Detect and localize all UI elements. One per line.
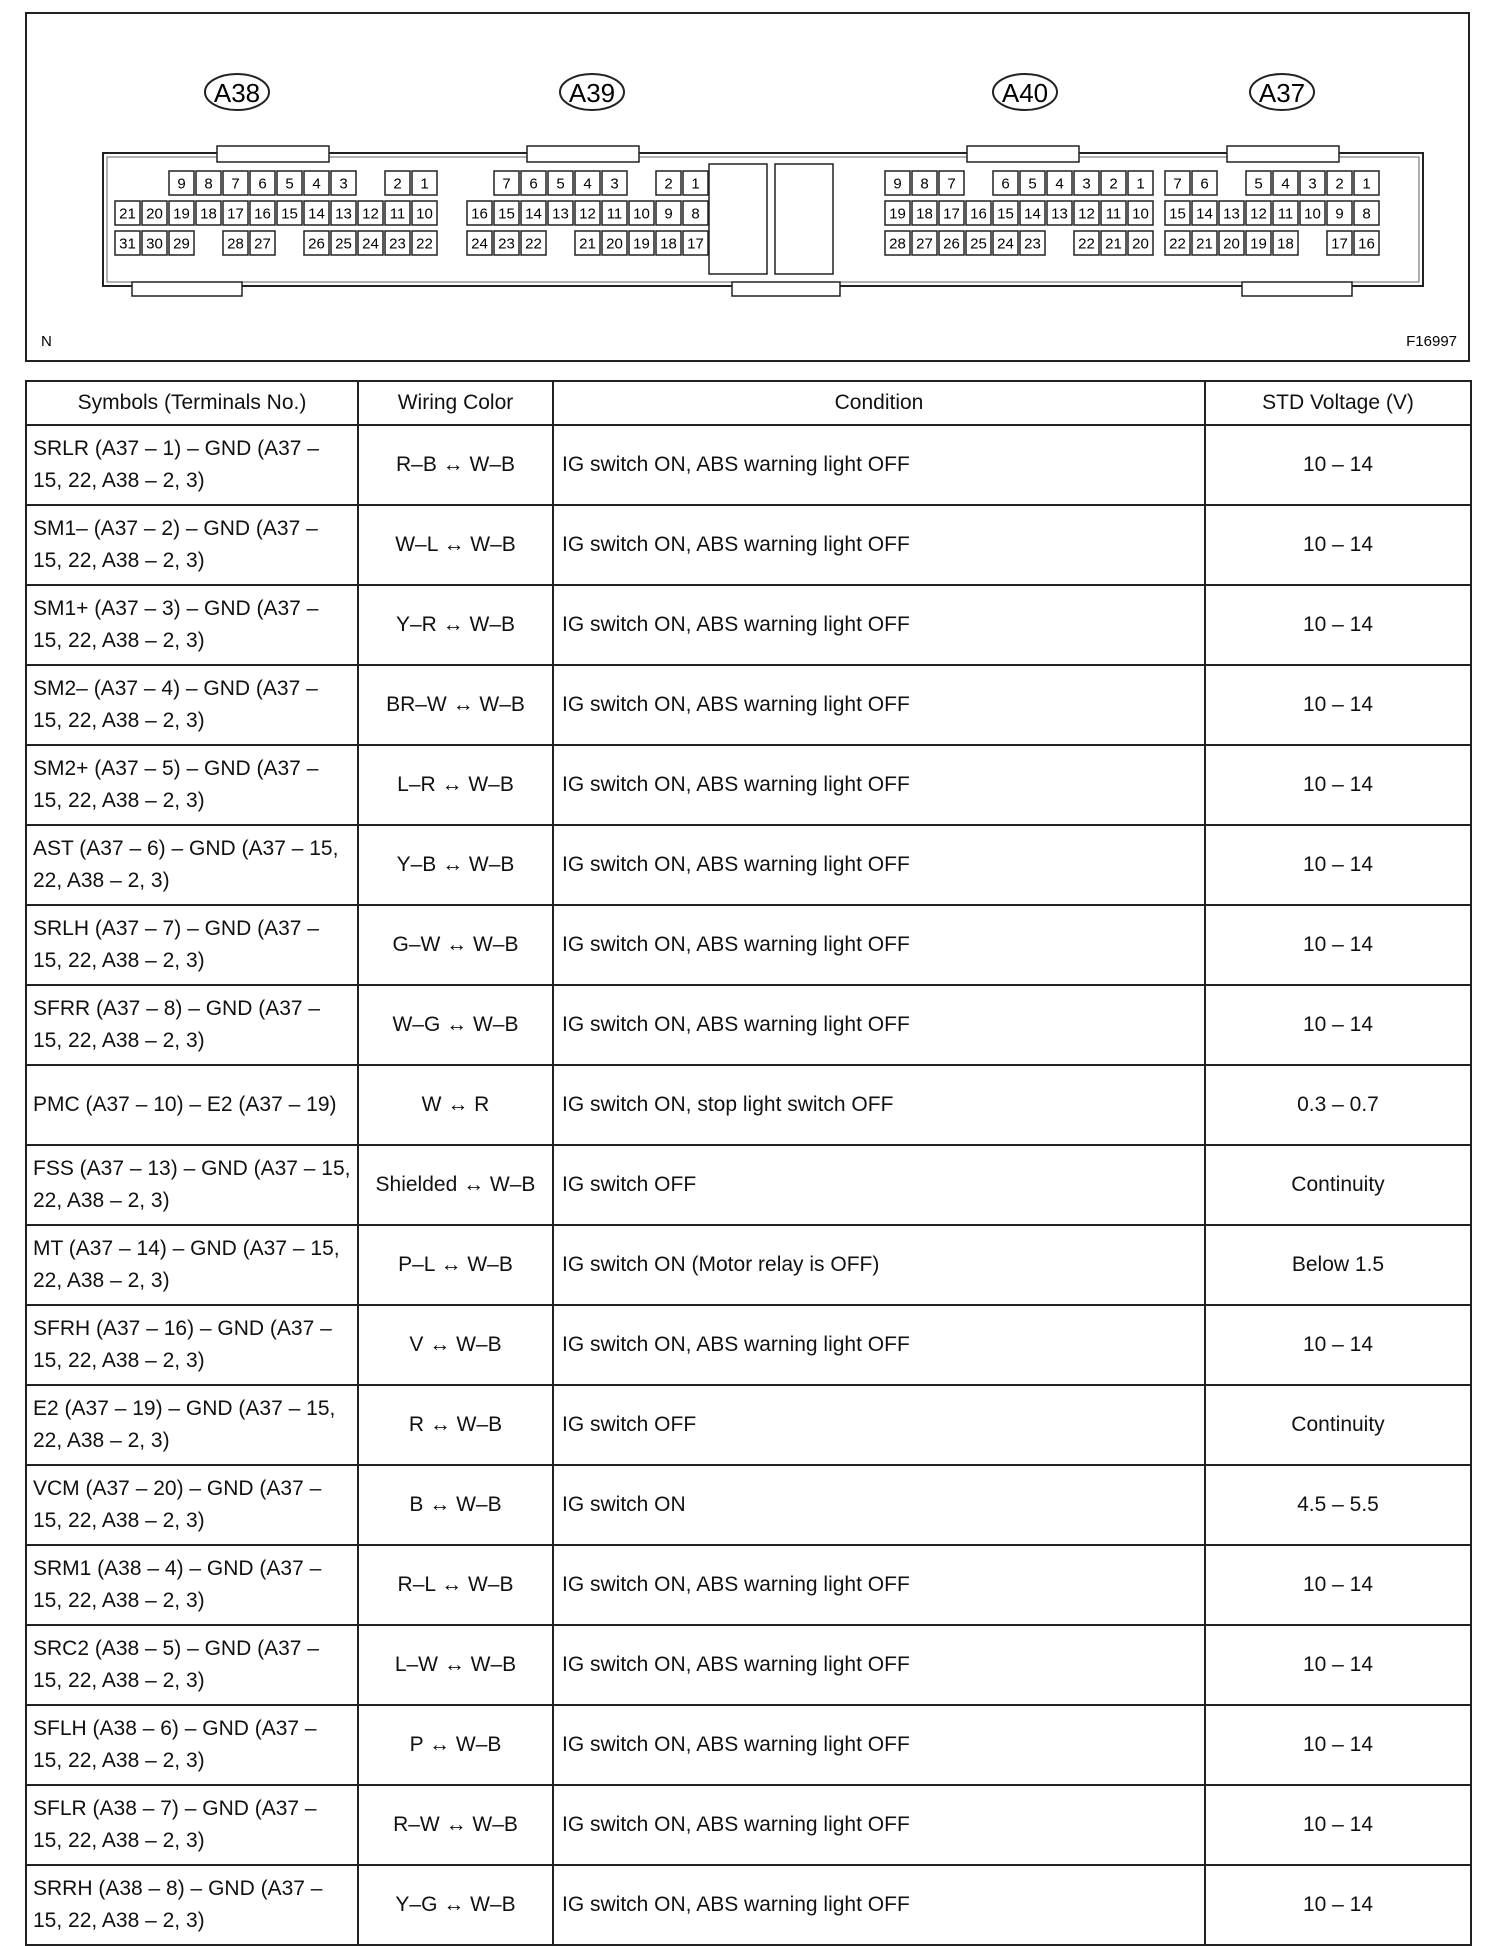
pin-number: 22	[1169, 235, 1186, 253]
empty-pin-slot	[277, 231, 302, 255]
table-row	[26, 745, 1471, 825]
cell-symbol: SFRH (A37 – 16) – GND (A37 – 15, 22, A38 – 2, 3)	[26, 1305, 358, 1385]
pin-number: 10	[1304, 205, 1321, 223]
connector-label-text: A39	[568, 78, 616, 108]
pin-number: 7	[502, 175, 511, 193]
table-row	[26, 825, 1471, 905]
pin-number: 21	[1196, 235, 1213, 253]
latch-center-bottom	[732, 282, 840, 296]
cell-wiring-color: Shielded ↔ W–B	[358, 1145, 553, 1225]
table-row	[26, 1625, 1471, 1705]
labels-layer	[205, 74, 1314, 110]
pin-number: 18	[660, 235, 677, 253]
pin-number: 9	[893, 175, 902, 193]
latch-a38-top	[217, 146, 329, 162]
cell-std-voltage: 10 – 14	[1205, 585, 1471, 665]
cell-std-voltage: 4.5 – 5.5	[1205, 1465, 1471, 1545]
pin-number: 24	[362, 235, 379, 253]
pin-number: 13	[1223, 205, 1240, 223]
cell-wiring-color: L–R ↔ W–B	[358, 745, 553, 825]
pin-number: 27	[916, 235, 933, 253]
pin-number: 17	[227, 205, 244, 223]
pin-number: 11	[389, 205, 406, 223]
table-row	[26, 905, 1471, 985]
cell-condition: IG switch ON, ABS warning light OFF	[553, 1305, 1205, 1385]
terminal-table	[25, 380, 1472, 1946]
cell-symbol: E2 (A37 – 19) – GND (A37 – 15, 22, A38 – 2, 3)	[26, 1385, 358, 1465]
pin-number: 26	[308, 235, 325, 253]
cell-std-voltage: 10 – 14	[1205, 505, 1471, 585]
cell-symbol: MT (A37 – 14) – GND (A37 – 15, 22, A38 – 2, 3)	[26, 1225, 358, 1305]
pin-number: 16	[471, 205, 488, 223]
table-row	[26, 1865, 1471, 1945]
pin-number: 21	[119, 205, 136, 223]
figure-code: F16997	[1406, 333, 1457, 350]
pin-number: 6	[1200, 175, 1209, 193]
cell-condition: IG switch ON, ABS warning light OFF	[553, 425, 1205, 505]
pin-number: 14	[308, 205, 325, 223]
pin-number: 13	[552, 205, 569, 223]
cell-std-voltage: 10 – 14	[1205, 1545, 1471, 1625]
table-row	[26, 1305, 1471, 1385]
latch-a37-top	[1227, 146, 1339, 162]
pin-number: 16	[254, 205, 271, 223]
pin-number: 2	[664, 175, 673, 193]
cell-condition: IG switch ON, ABS warning light OFF	[553, 1865, 1205, 1945]
pin-number: 20	[606, 235, 623, 253]
pin-number: 4	[583, 175, 592, 193]
cell-std-voltage: 10 – 14	[1205, 425, 1471, 505]
pin-number: 11	[1105, 205, 1122, 223]
header-wiring-color: Wiring Color	[358, 381, 553, 425]
pin-number: 6	[529, 175, 538, 193]
cell-condition: IG switch ON, stop light switch OFF	[553, 1065, 1205, 1145]
empty-pin-slot	[1047, 231, 1072, 255]
cell-std-voltage: 0.3 – 0.7	[1205, 1065, 1471, 1145]
cell-wiring-color: R–W ↔ W–B	[358, 1785, 553, 1865]
cell-std-voltage: 10 – 14	[1205, 905, 1471, 985]
pin-number: 14	[1024, 205, 1041, 223]
cell-symbol: SFRR (A37 – 8) – GND (A37 – 15, 22, A38 – 2, 3)	[26, 985, 358, 1065]
cell-condition: IG switch ON, ABS warning light OFF	[553, 665, 1205, 745]
pin-number: 7	[231, 175, 240, 193]
cell-symbol: SRLH (A37 – 7) – GND (A37 – 15, 22, A38 – 2, 3)	[26, 905, 358, 985]
table-header-row	[26, 381, 1471, 425]
pin-number: 6	[258, 175, 267, 193]
pin-number: 7	[1173, 175, 1182, 193]
cell-condition: IG switch OFF	[553, 1145, 1205, 1225]
table-row	[26, 425, 1471, 505]
cell-condition: IG switch ON, ABS warning light OFF	[553, 825, 1205, 905]
pin-number: 5	[285, 175, 294, 193]
pin-number: 11	[606, 205, 623, 223]
connector-label-a37	[1250, 74, 1314, 110]
pin-number: 8	[204, 175, 213, 193]
pin-number: 30	[146, 235, 163, 253]
cell-condition: IG switch OFF	[553, 1385, 1205, 1465]
pin-number: 27	[254, 235, 271, 253]
table-row	[26, 1145, 1471, 1225]
cell-std-voltage: 10 – 14	[1205, 1625, 1471, 1705]
cell-wiring-color: R–L ↔ W–B	[358, 1545, 553, 1625]
pin-number: 4	[1281, 175, 1290, 193]
cell-wiring-color: W ↔ R	[358, 1065, 553, 1145]
empty-pin-slot	[629, 171, 654, 195]
pin-number: 20	[146, 205, 163, 223]
pin-number: 5	[556, 175, 565, 193]
corner-label-n: N	[41, 333, 52, 350]
pin-number: 12	[579, 205, 596, 223]
pin-number: 21	[579, 235, 596, 253]
pin-number: 10	[1132, 205, 1149, 223]
pin-number: 9	[177, 175, 186, 193]
table-row	[26, 1465, 1471, 1545]
cell-wiring-color: BR–W ↔ W–B	[358, 665, 553, 745]
pin-number: 23	[389, 235, 406, 253]
table-row	[26, 1385, 1471, 1465]
cell-wiring-color: P ↔ W–B	[358, 1705, 553, 1785]
pin-number: 11	[1277, 205, 1294, 223]
pin-number: 3	[1082, 175, 1091, 193]
cell-condition: IG switch ON	[553, 1465, 1205, 1545]
cell-symbol: SM2+ (A37 – 5) – GND (A37 – 15, 22, A38 – 2, 3)	[26, 745, 358, 825]
cell-std-voltage: Continuity	[1205, 1385, 1471, 1465]
cell-std-voltage: 10 – 14	[1205, 825, 1471, 905]
pin-number: 21	[1105, 235, 1122, 253]
pin-number: 14	[525, 205, 542, 223]
pin-number: 12	[1078, 205, 1095, 223]
empty-pin-slot	[358, 171, 383, 195]
cell-wiring-color: W–L ↔ W–B	[358, 505, 553, 585]
pin-number: 15	[498, 205, 515, 223]
pin-number: 24	[997, 235, 1014, 253]
cell-symbol: SRLR (A37 – 1) – GND (A37 – 15, 22, A38 – 2, 3)	[26, 425, 358, 505]
cell-condition: IG switch ON, ABS warning light OFF	[553, 1785, 1205, 1865]
latch-a37-bottom	[1242, 282, 1352, 296]
cell-condition: IG switch ON, ABS warning light OFF	[553, 1625, 1205, 1705]
connector-label-a38	[205, 74, 269, 110]
pin-number: 26	[943, 235, 960, 253]
pin-number: 24	[471, 235, 488, 253]
table-row	[26, 1785, 1471, 1865]
pin-number: 18	[916, 205, 933, 223]
cell-symbol: AST (A37 – 6) – GND (A37 – 15, 22, A38 – 2, 3)	[26, 825, 358, 905]
pin-number: 19	[633, 235, 650, 253]
connector-label-a39	[560, 74, 624, 110]
cell-condition: IG switch ON, ABS warning light OFF	[553, 745, 1205, 825]
pin-number: 18	[1277, 235, 1294, 253]
pin-number: 25	[335, 235, 352, 253]
cell-wiring-color: V ↔ W–B	[358, 1305, 553, 1385]
pin-number: 16	[1358, 235, 1375, 253]
table-row	[26, 1225, 1471, 1305]
pin-number: 28	[227, 235, 244, 253]
cell-wiring-color: R ↔ W–B	[358, 1385, 553, 1465]
table-row	[26, 1545, 1471, 1625]
pin-number: 15	[281, 205, 298, 223]
connector-label-text: A38	[213, 78, 261, 108]
pin-number: 28	[889, 235, 906, 253]
pin-number: 13	[335, 205, 352, 223]
header-symbols: Symbols (Terminals No.)	[26, 381, 358, 425]
cell-condition: IG switch ON (Motor relay is OFF)	[553, 1225, 1205, 1305]
cell-symbol: SRRH (A38 – 8) – GND (A37 – 15, 22, A38 – 2, 3)	[26, 1865, 358, 1945]
cell-std-voltage: 10 – 14	[1205, 745, 1471, 825]
pin-number: 19	[889, 205, 906, 223]
cell-wiring-color: P–L ↔ W–B	[358, 1225, 553, 1305]
header-std-voltage: STD Voltage (V)	[1205, 381, 1471, 425]
pin-number: 5	[1254, 175, 1263, 193]
header-condition: Condition	[553, 381, 1205, 425]
cell-condition: IG switch ON, ABS warning light OFF	[553, 905, 1205, 985]
pin-number: 9	[1335, 205, 1344, 223]
pin-number: 1	[1362, 175, 1371, 193]
pin-number: 2	[1335, 175, 1344, 193]
table-row	[26, 585, 1471, 665]
pin-number: 10	[633, 205, 650, 223]
cell-std-voltage: 10 – 14	[1205, 1305, 1471, 1385]
table-row	[26, 665, 1471, 745]
connector-label-text: A37	[1258, 78, 1306, 108]
cell-condition: IG switch ON, ABS warning light OFF	[553, 1545, 1205, 1625]
pin-number: 23	[1024, 235, 1041, 253]
pin-number: 22	[525, 235, 542, 253]
table-row	[26, 505, 1471, 585]
empty-pin-slot	[1219, 171, 1244, 195]
cell-symbol: PMC (A37 – 10) – E2 (A37 – 19)	[26, 1065, 358, 1145]
cell-wiring-color: Y–B ↔ W–B	[358, 825, 553, 905]
cell-condition: IG switch ON, ABS warning light OFF	[553, 585, 1205, 665]
cell-wiring-color: R–B ↔ W–B	[358, 425, 553, 505]
pin-number: 31	[119, 235, 136, 253]
pin-number: 2	[393, 175, 402, 193]
pin-number: 4	[312, 175, 321, 193]
pin-number: 6	[1001, 175, 1010, 193]
pin-number: 13	[1051, 205, 1068, 223]
cell-std-voltage: Continuity	[1205, 1145, 1471, 1225]
connector-diagram-svg	[27, 14, 1472, 364]
pin-number: 20	[1223, 235, 1240, 253]
connector-label-text: A40	[1001, 78, 1049, 108]
cell-symbol: VCM (A37 – 20) – GND (A37 – 15, 22, A38 – 2, 3)	[26, 1465, 358, 1545]
pin-number: 12	[362, 205, 379, 223]
cell-wiring-color: Y–R ↔ W–B	[358, 585, 553, 665]
cell-condition: IG switch ON, ABS warning light OFF	[553, 505, 1205, 585]
pin-number: 29	[173, 235, 190, 253]
pin-number: 15	[1169, 205, 1186, 223]
pin-number: 2	[1109, 175, 1118, 193]
pin-number: 7	[947, 175, 956, 193]
pin-number: 3	[1308, 175, 1317, 193]
cell-symbol: SFLR (A38 – 7) – GND (A37 – 15, 22, A38 – 2, 3)	[26, 1785, 358, 1865]
pin-number: 1	[691, 175, 700, 193]
pin-number: 14	[1196, 205, 1213, 223]
pin-number: 3	[610, 175, 619, 193]
cell-wiring-color: B ↔ W–B	[358, 1465, 553, 1545]
cell-symbol: SFLH (A38 – 6) – GND (A37 – 15, 22, A38 – 2, 3)	[26, 1705, 358, 1785]
pin-number: 4	[1055, 175, 1064, 193]
cell-condition: IG switch ON, ABS warning light OFF	[553, 1705, 1205, 1785]
cell-symbol: SRM1 (A38 – 4) – GND (A37 – 15, 22, A38 – 2, 3)	[26, 1545, 358, 1625]
pin-number: 23	[498, 235, 515, 253]
pin-number: 10	[416, 205, 433, 223]
pin-number: 1	[1136, 175, 1145, 193]
empty-pin-slot	[966, 171, 991, 195]
latch-a38-bottom	[132, 282, 242, 296]
latch-a39-top	[527, 146, 639, 162]
cell-symbol: SRC2 (A38 – 5) – GND (A37 – 15, 22, A38 – 2, 3)	[26, 1625, 358, 1705]
cell-wiring-color: W–G ↔ W–B	[358, 985, 553, 1065]
cell-std-voltage: 10 – 14	[1205, 1705, 1471, 1785]
latch-a40-top	[967, 146, 1079, 162]
pin-number: 17	[943, 205, 960, 223]
pin-number: 3	[339, 175, 348, 193]
cell-std-voltage: Below 1.5	[1205, 1225, 1471, 1305]
pin-number: 18	[200, 205, 217, 223]
table-body	[26, 425, 1471, 1945]
table-row	[26, 1065, 1471, 1145]
pin-number: 5	[1028, 175, 1037, 193]
pin-number: 15	[997, 205, 1014, 223]
empty-pin-slot	[548, 231, 573, 255]
pin-number: 1	[420, 175, 429, 193]
pin-number: 25	[970, 235, 987, 253]
empty-pin-slot	[1300, 231, 1325, 255]
pin-number: 9	[664, 205, 673, 223]
pin-number: 19	[1250, 235, 1267, 253]
cell-std-voltage: 10 – 14	[1205, 1865, 1471, 1945]
cell-std-voltage: 10 – 14	[1205, 1785, 1471, 1865]
connector-label-a40	[993, 74, 1057, 110]
cell-symbol: SM1+ (A37 – 3) – GND (A37 – 15, 22, A38 – 2, 3)	[26, 585, 358, 665]
table-row	[26, 985, 1471, 1065]
center-block-right	[775, 164, 833, 274]
pin-number: 8	[920, 175, 929, 193]
center-block-left	[709, 164, 767, 274]
cell-wiring-color: G–W ↔ W–B	[358, 905, 553, 985]
pin-number: 22	[416, 235, 433, 253]
pin-number: 22	[1078, 235, 1095, 253]
cell-symbol: SM1– (A37 – 2) – GND (A37 – 15, 22, A38 – 2, 3)	[26, 505, 358, 585]
pin-number: 12	[1250, 205, 1267, 223]
empty-pin-slot	[196, 231, 221, 255]
connector-diagram	[25, 12, 1470, 362]
cell-std-voltage: 10 – 14	[1205, 985, 1471, 1065]
pin-number: 17	[1331, 235, 1348, 253]
cell-std-voltage: 10 – 14	[1205, 665, 1471, 745]
cell-symbol: FSS (A37 – 13) – GND (A37 – 15, 22, A38 – 2, 3)	[26, 1145, 358, 1225]
pin-number: 17	[687, 235, 704, 253]
pin-number: 8	[691, 205, 700, 223]
pin-number: 20	[1132, 235, 1149, 253]
table-row	[26, 1705, 1471, 1785]
pin-number: 16	[970, 205, 987, 223]
cell-condition: IG switch ON, ABS warning light OFF	[553, 985, 1205, 1065]
cell-symbol: SM2– (A37 – 4) – GND (A37 – 15, 22, A38 – 2, 3)	[26, 665, 358, 745]
pin-number: 19	[173, 205, 190, 223]
cell-wiring-color: L–W ↔ W–B	[358, 1625, 553, 1705]
pin-number: 8	[1362, 205, 1371, 223]
cell-wiring-color: Y–G ↔ W–B	[358, 1865, 553, 1945]
